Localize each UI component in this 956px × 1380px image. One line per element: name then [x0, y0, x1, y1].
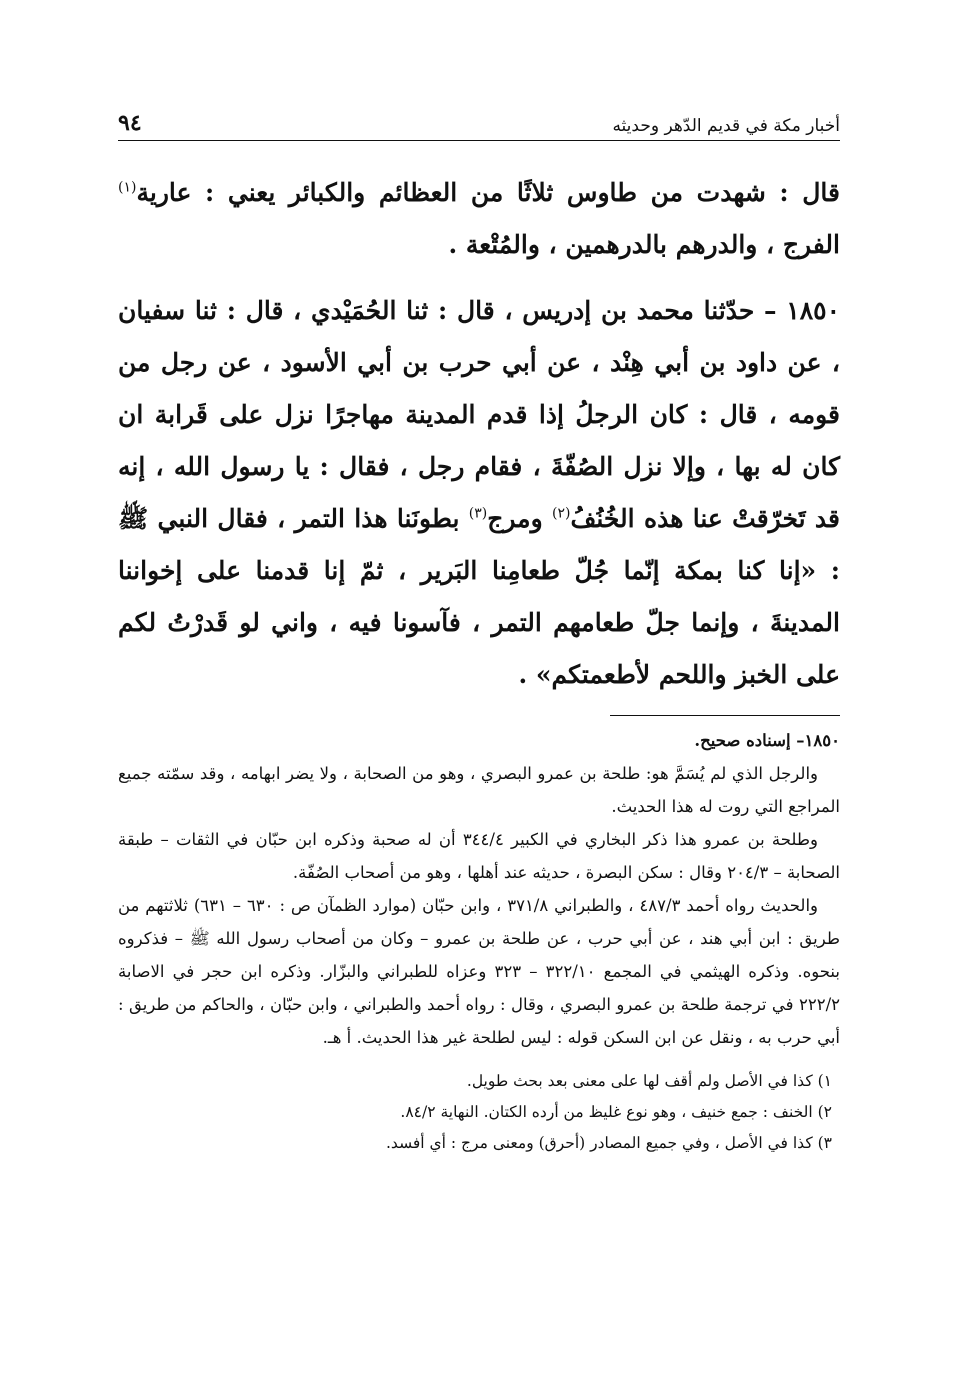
running-title: أخبار مكة في قديم الدّهر وحديثه	[612, 116, 840, 136]
main-text	[118, 167, 840, 701]
main-paragraph-1	[118, 167, 840, 271]
para2-text-a: ١٨٥٠ – حدّثنا محمد بن إدريس ، قال : ثنا الحُمَيْدي ، قال : ثنا سفيان ، عن داود بن أبي هِنْد ، عن أبي حرب بن أبي الأسود ، عن رجل من قومه ، قال : كان الرجلُ إذا قدم المدينة مهاجرًا نزل على قَرابة ان كان له بها ، وإلا نزل الصُفّةَ ، فقام رجل ، فقال : يا رسول الله ، إنه قد تَخرّقتْ عنا هذه الخُنُفُ	[118, 296, 840, 533]
para1-text-a: قال : شهدت من طاوس ثلاثًا من العظائم والكبائر يعني : عارية	[136, 178, 840, 207]
para2-text-c: بطونَنا هذا التمر ، فقال النبي ﷺ : «إنا كنا بمكة إنّما جُلّ طعامِنا البَرير ، ثمّ إنا قدمنا على إخواننا المدينةَ ، وإنما جلّ طعامهم التمر ، فآسونا فيه ، واني لو قَدرْتُ لكم على الخبز واللحم لأطعمتكم» .	[118, 504, 840, 689]
note-paragraph-1: والرجل الذي لم يُسَمَّ هو: طلحة بن عمرو البصري ، وهو من الصحابة ، ولا يضر ابهامه ، وقد سمّته جميع المراجع التي روت له هذا الحديث.	[118, 764, 840, 816]
running-header	[118, 96, 840, 141]
footnote-3: ٣) كذا في الأصل ، وفي جميع المصادر (أحرق) ومعنى مرج : أي أفسد.	[386, 1134, 832, 1152]
book-page	[118, 96, 840, 1159]
footnote-1: ١) كذا في الأصل ولم أقف لها على معنى بعد بحث طويل.	[466, 1072, 832, 1090]
footnote-ref-1: (١)	[118, 179, 137, 196]
note-paragraph-3: والحديث رواه أحمد ٤٨٧/٣ ، والطبراني ٣٧١/٨ ، وابن حبّان (موارد الظمآن ص : ٦٣٠ – ٦٣١) ثلاثتهم من طريق : ابن أبي هند ، عن أبي حرب ، عن طلحة بن عمرو – وكان من أصحاب رسول الله ﷺ – فذكروه بنحوه. وذكره الهيثمي في المجمع ٣٢٢/١٠ – ٣٢٣ وعزاه للطبراني والبزّار. وذكره ابن حجر في الاصابة ٢٢٢/٢ في ترجمة طلحة بن عمرو البصري ، وقال : رواه أحمد والطبراني ، وابن حبّان ، والحاكم من طريق : أبي حرب به ، ونقل عن ابن السكن قوله : ليس لطلحة غير هذا الحديث. أ هـ.	[118, 896, 841, 1047]
footnote-ref-3: (٣)	[468, 505, 488, 522]
para2-text-b: ومرج	[487, 504, 553, 533]
para1-text-b: الفرج ، والدرهم بالدرهمين ، والمُتْعة .	[448, 230, 840, 259]
page-number: ٩٤	[118, 110, 142, 136]
main-paragraph-1850	[118, 285, 840, 701]
footnote-ref-2: (٢)	[552, 505, 571, 522]
note-paragraph-2: وطلحة بن عمرو هذا ذكر البخاري في الكبير ٣٤٤/٤ أن له صحبة وذكره ابن حبّان في الثقات – طبقة الصحابة – ٢٠٤/٣ وقال : سكن البصرة ، حديثه عند أهلها ، وهو من أصحاب الصُفّة.	[118, 830, 840, 882]
note-lead: ١٨٥٠– إسناده صحيح.	[694, 731, 840, 750]
footnotes	[118, 1066, 840, 1159]
notes-separator	[610, 715, 840, 716]
commentary-notes	[118, 724, 840, 1054]
footnote-2: ٢) الخنف : جمع خنيف ، وهو نوع غليظ من أرده الكتان. النهاية ٨٤/٢.	[400, 1103, 832, 1121]
